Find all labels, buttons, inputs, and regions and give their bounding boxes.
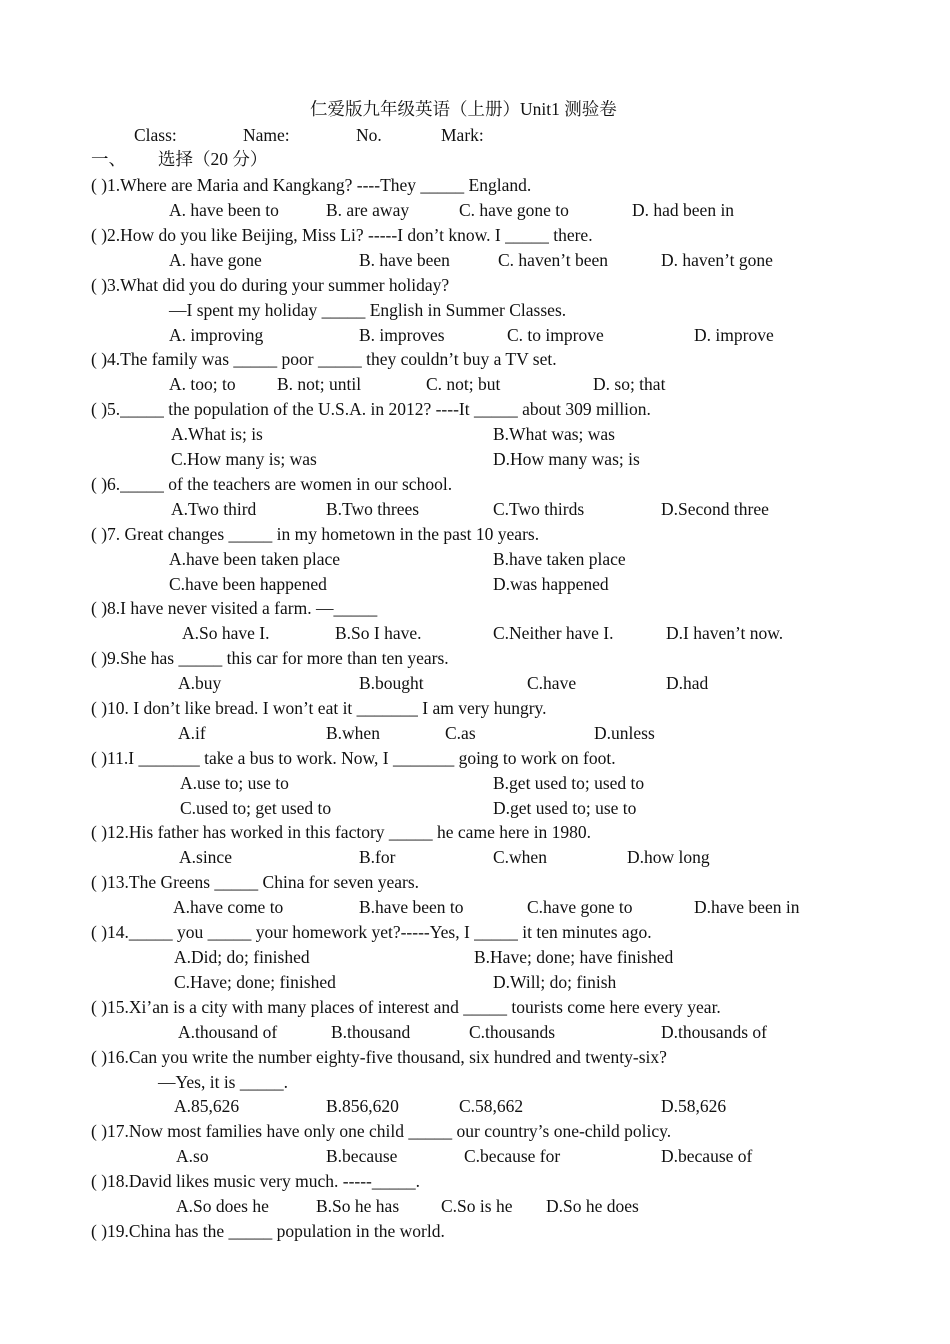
question-10-option-b: B.when xyxy=(326,723,380,743)
question-4-option-a: A. too; to xyxy=(169,374,236,394)
question-17-option-c: C.because for xyxy=(464,1146,561,1166)
question-17-option-a: A.so xyxy=(176,1146,209,1166)
question-13-option-a: A.have come to xyxy=(173,897,284,917)
question-9-option-b: B.bought xyxy=(359,673,424,693)
question-2-option-b: B. have been xyxy=(359,250,450,270)
question-3: ( )3.What did you do during your summer holiday? xyxy=(91,275,450,295)
question-8: ( )8.I have never visited a farm. —_____ xyxy=(91,598,378,618)
question-2-option-c: C. haven’t been xyxy=(498,250,608,270)
question-12: ( )12.His father has worked in this factory _____ he came here in 1980. xyxy=(91,822,592,842)
question-16: ( )16.Can you write the number eighty-five thousand, six hundred and twenty-six? xyxy=(91,1047,667,1067)
question-1: ( )1.Where are Maria and Kangkang? ----They _____ England. xyxy=(91,175,532,195)
section-label: 选择（20 分） xyxy=(158,149,268,169)
question-12-option-c: C.when xyxy=(493,847,547,867)
question-1-option-c: C. have gone to xyxy=(459,200,569,220)
question-9: ( )9.She has _____ this car for more than ten years. xyxy=(91,648,449,668)
question-4-option-b: B. not; until xyxy=(277,374,362,394)
question-3-option-c: C. to improve xyxy=(507,325,604,345)
question-13-option-b: B.have been to xyxy=(359,897,464,917)
question-12-option-b: B.for xyxy=(359,847,396,867)
question-14: ( )14._____ you _____ your homework yet?-----Yes, I _____ it ten minutes ago. xyxy=(91,922,652,942)
question-14-option-d: D.Will; do; finish xyxy=(493,972,617,992)
question-15-option-b: B.thousand xyxy=(331,1022,411,1042)
question-3-option-d: D. improve xyxy=(694,325,774,345)
question-10-option-a: A.if xyxy=(178,723,206,743)
question-9-option-d: D.had xyxy=(666,673,709,693)
question-3-response: —I spent my holiday _____ English in Summer Classes. xyxy=(169,300,567,320)
page-title: 仁爱版九年级英语（上册）Unit1 测验卷 xyxy=(310,99,617,119)
question-5-option-c: C.How many is; was xyxy=(171,449,317,469)
question-18: ( )18.David likes music very much. -----_____. xyxy=(91,1171,421,1191)
question-16-option-d: D.58,626 xyxy=(661,1096,727,1116)
question-3-option-a: A. improving xyxy=(169,325,264,345)
question-6-option-d: D.Second three xyxy=(661,499,769,519)
question-7-option-d: D.was happened xyxy=(493,574,609,594)
question-8-option-d: D.I haven’t now. xyxy=(666,623,784,643)
question-14-option-b: B.Have; done; have finished xyxy=(474,947,674,967)
question-10: ( )10. I don’t like bread. I won’t eat it _______ I am very hungry. xyxy=(91,698,547,718)
question-15-option-d: D.thousands of xyxy=(661,1022,767,1042)
question-4: ( )4.The family was _____ poor _____ they couldn’t buy a TV set. xyxy=(91,349,557,369)
question-1-option-d: D. had been in xyxy=(632,200,735,220)
question-15: ( )15.Xi’an is a city with many places of interest and _____ tourists come here every year. xyxy=(91,997,721,1017)
question-1-option-a: A. have been to xyxy=(169,200,279,220)
question-14-option-c: C.Have; done; finished xyxy=(174,972,336,992)
question-6-option-a: A.Two third xyxy=(171,499,257,519)
question-9-option-a: A.buy xyxy=(178,673,222,693)
question-11-option-a: A.use to; use to xyxy=(180,773,289,793)
question-16-option-a: A.85,626 xyxy=(174,1096,240,1116)
question-2: ( )2.How do you like Beijing, Miss Li? -----I don’t know. I _____ there. xyxy=(91,225,593,245)
question-6-option-c: C.Two thirds xyxy=(493,499,585,519)
question-5-option-d: D.How many was; is xyxy=(493,449,640,469)
question-16-response: —Yes, it is _____. xyxy=(158,1072,288,1092)
question-14-option-a: A.Did; do; finished xyxy=(174,947,310,967)
question-8-option-a: A.So have I. xyxy=(182,623,270,643)
question-13-option-d: D.have been in xyxy=(694,897,800,917)
question-11-option-b: B.get used to; used to xyxy=(493,773,645,793)
question-7-option-b: B.have taken place xyxy=(493,549,626,569)
question-8-option-c: C.Neither have I. xyxy=(493,623,614,643)
question-15-option-c: C.thousands xyxy=(469,1022,556,1042)
question-5-option-b: B.What was; was xyxy=(493,424,615,444)
question-5: ( )5._____ the population of the U.S.A. in 2012? ----It _____ about 309 million. xyxy=(91,399,651,419)
question-11: ( )11.I _______ take a bus to work. Now, I _______ going to work on foot. xyxy=(91,748,616,768)
name-label: Name: xyxy=(243,125,290,145)
question-4-option-d: D. so; that xyxy=(593,374,666,394)
question-5-option-a: A.What is; is xyxy=(171,424,263,444)
question-9-option-c: C.have xyxy=(527,673,577,693)
question-10-option-c: C.as xyxy=(445,723,476,743)
question-16-option-b: B.856,620 xyxy=(326,1096,399,1116)
question-13: ( )13.The Greens _____ China for seven years. xyxy=(91,872,420,892)
question-2-option-a: A. have gone xyxy=(169,250,262,270)
question-10-option-d: D.unless xyxy=(594,723,655,743)
no-label: No. xyxy=(356,125,382,145)
question-17-option-d: D.because of xyxy=(661,1146,753,1166)
section-number: 一、 xyxy=(91,149,126,169)
question-11-option-c: C.used to; get used to xyxy=(180,798,332,818)
question-16-option-c: C.58,662 xyxy=(459,1096,524,1116)
question-18-option-b: B.So he has xyxy=(316,1196,400,1216)
question-3-option-b: B. improves xyxy=(359,325,445,345)
question-8-option-b: B.So I have. xyxy=(335,623,422,643)
question-17-option-b: B.because xyxy=(326,1146,398,1166)
question-6-option-b: B.Two threes xyxy=(326,499,420,519)
question-6: ( )6._____ of the teachers are women in our school. xyxy=(91,474,453,494)
question-11-option-d: D.get used to; use to xyxy=(493,798,637,818)
mark-label: Mark: xyxy=(441,125,484,145)
question-12-option-d: D.how long xyxy=(627,847,710,867)
question-18-option-a: A.So does he xyxy=(176,1196,269,1216)
question-19: ( )19.China has the _____ population in the world. xyxy=(91,1221,445,1241)
question-4-option-c: C. not; but xyxy=(426,374,501,394)
question-18-option-d: D.So he does xyxy=(546,1196,639,1216)
question-17: ( )17.Now most families have only one child _____ our country’s one-child policy. xyxy=(91,1121,672,1141)
question-15-option-a: A.thousand of xyxy=(178,1022,278,1042)
question-1-option-b: B. are away xyxy=(326,200,410,220)
question-12-option-a: A.since xyxy=(179,847,232,867)
question-7-option-a: A.have been taken place xyxy=(169,549,341,569)
question-18-option-c: C.So is he xyxy=(441,1196,513,1216)
question-7: ( )7. Great changes _____ in my hometown in the past 10 years. xyxy=(91,524,540,544)
question-2-option-d: D. haven’t gone xyxy=(661,250,773,270)
question-7-option-c: C.have been happened xyxy=(169,574,327,594)
question-13-option-c: C.have gone to xyxy=(527,897,633,917)
class-label: Class: xyxy=(134,125,177,145)
